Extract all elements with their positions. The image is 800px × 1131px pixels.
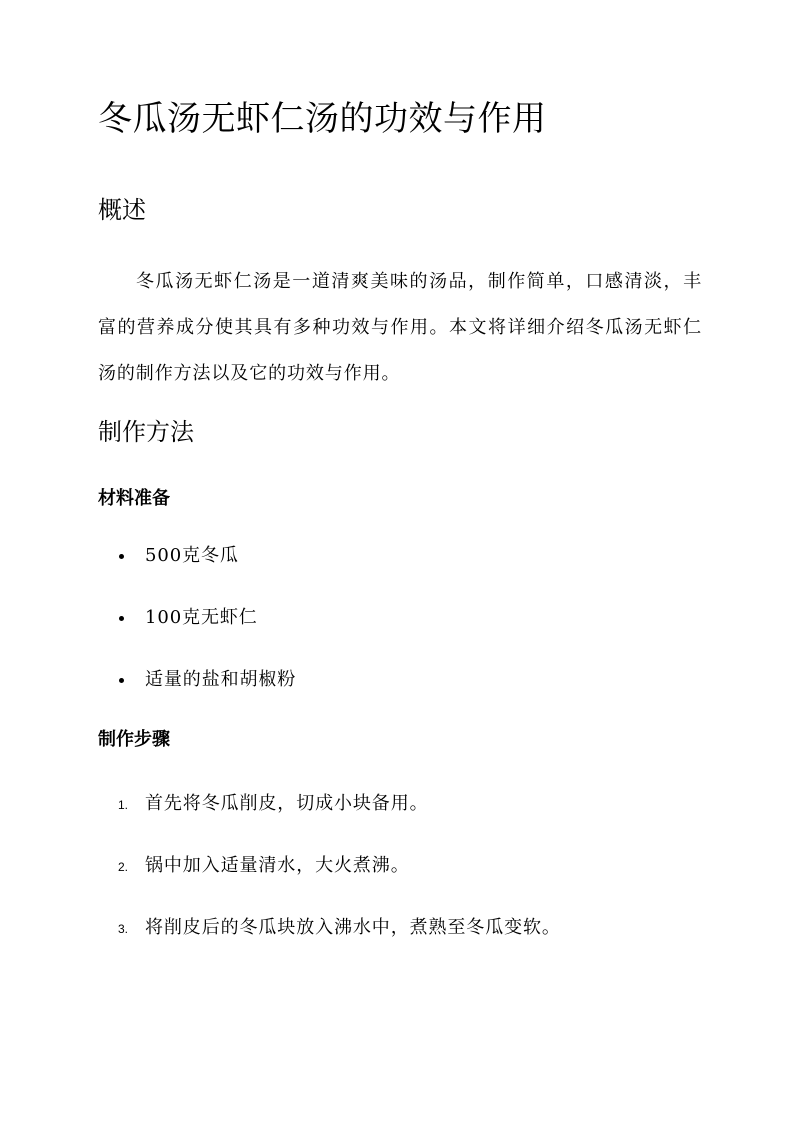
- list-item-text: 500克冬瓜: [145, 545, 239, 566]
- overview-paragraph: 冬瓜汤无虾仁汤是一道清爽美味的汤品，制作简单，口感清淡，丰富的营养成分使其具有多种功效与作用。本文将详细介绍冬瓜汤无虾仁汤的制作方法以及它的功效与作用。: [98, 271, 702, 384]
- list-item-text: 100克无虾仁: [145, 607, 258, 628]
- section-heading-overview: 概述: [98, 196, 146, 224]
- subsection-heading-materials: 材料准备: [98, 488, 170, 509]
- step-number: 2.: [118, 860, 129, 874]
- steps-list: [98, 791, 702, 941]
- list-item: [98, 915, 702, 941]
- list-item: [98, 853, 702, 879]
- bullet-icon: [119, 678, 124, 683]
- step-text: 首先将冬瓜削皮，切成小块备用。: [145, 793, 429, 814]
- section-heading-method: 制作方法: [98, 418, 194, 446]
- step-text: 锅中加入适量清水，大火煮沸。: [145, 855, 410, 876]
- subsection-heading-steps: 制作步骤: [98, 729, 170, 750]
- step-number: 1.: [118, 798, 129, 812]
- list-item: [98, 543, 702, 569]
- list-item: [98, 605, 702, 631]
- bullet-icon: [119, 554, 124, 559]
- list-item: [98, 791, 702, 817]
- step-number: 3.: [118, 922, 129, 936]
- step-text: 将削皮后的冬瓜块放入沸水中，煮熟至冬瓜变软。: [145, 917, 561, 938]
- list-item-text: 适量的盐和胡椒粉: [145, 669, 297, 690]
- list-item: [98, 667, 702, 693]
- materials-list: [98, 543, 702, 693]
- page-title: 冬瓜汤无虾仁汤的功效与作用: [98, 99, 547, 139]
- bullet-icon: [119, 616, 124, 621]
